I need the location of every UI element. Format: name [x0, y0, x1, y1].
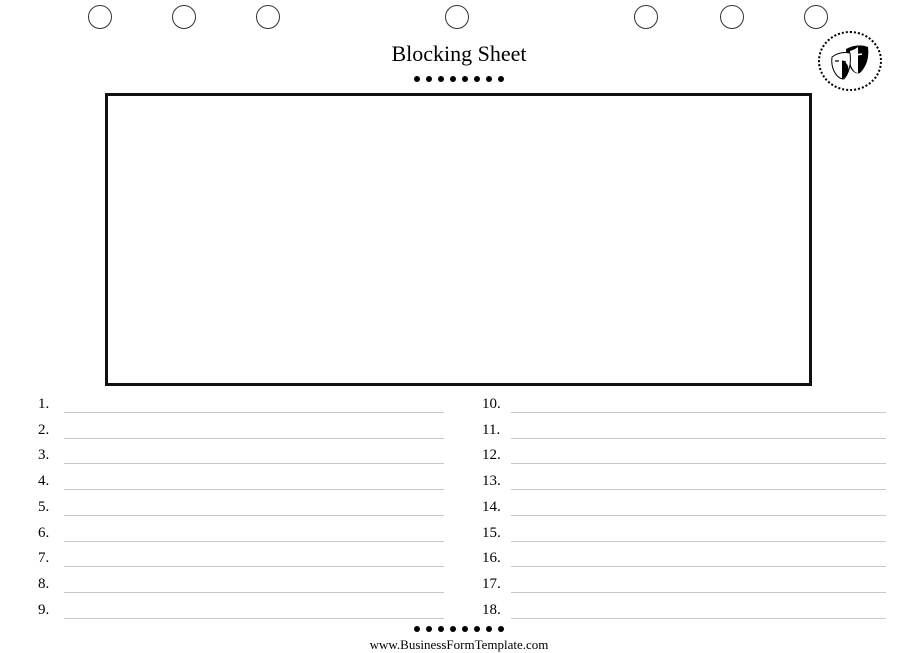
blocking-line[interactable] [460, 525, 918, 545]
line-number: 13. [482, 473, 501, 489]
binder-hole [256, 5, 280, 29]
binder-hole [172, 5, 196, 29]
line-number: 17. [482, 576, 501, 592]
blocking-line[interactable] [460, 447, 918, 467]
blocking-line[interactable] [0, 473, 460, 493]
blocking-line[interactable] [0, 525, 460, 545]
blocking-line[interactable] [460, 396, 918, 416]
binder-hole [445, 5, 469, 29]
binder-hole [720, 5, 744, 29]
line-number: 18. [482, 602, 501, 618]
line-number: 14. [482, 499, 501, 515]
blocking-line[interactable] [0, 447, 460, 467]
line-number: 6. [38, 525, 50, 541]
blocking-line[interactable] [0, 396, 460, 416]
binder-hole [634, 5, 658, 29]
footer-website: www.BusinessFormTemplate.com [369, 637, 549, 652]
line-number: 12. [482, 447, 501, 463]
blocking-line[interactable] [460, 576, 918, 596]
blocking-line[interactable] [0, 499, 460, 519]
binder-hole [804, 5, 828, 29]
line-number: 5. [38, 499, 50, 515]
blocking-line[interactable] [460, 473, 918, 493]
stage-diagram-area[interactable] [105, 93, 812, 386]
title-dots-divider [414, 76, 504, 82]
blocking-line[interactable] [460, 499, 918, 519]
blocking-line[interactable] [460, 602, 918, 622]
blocking-line[interactable] [0, 576, 460, 596]
theater-masks-icon [818, 31, 882, 91]
line-number: 10. [482, 396, 501, 412]
footer-dots-divider [414, 626, 504, 632]
line-number: 7. [38, 550, 50, 566]
line-number: 11. [482, 422, 501, 438]
line-number: 8. [38, 576, 50, 592]
blocking-line[interactable] [0, 602, 460, 622]
line-number: 4. [38, 473, 50, 489]
blocking-line[interactable] [0, 550, 460, 570]
line-number: 15. [482, 525, 501, 541]
line-number: 9. [38, 602, 50, 618]
line-number: 16. [482, 550, 501, 566]
line-number: 2. [38, 422, 50, 438]
page-title: Blocking Sheet [391, 41, 527, 66]
line-number: 3. [38, 447, 50, 463]
blocking-line[interactable] [460, 422, 918, 442]
blocking-line[interactable] [0, 422, 460, 442]
blocking-line[interactable] [460, 550, 918, 570]
line-number: 1. [38, 396, 50, 412]
binder-hole [88, 5, 112, 29]
